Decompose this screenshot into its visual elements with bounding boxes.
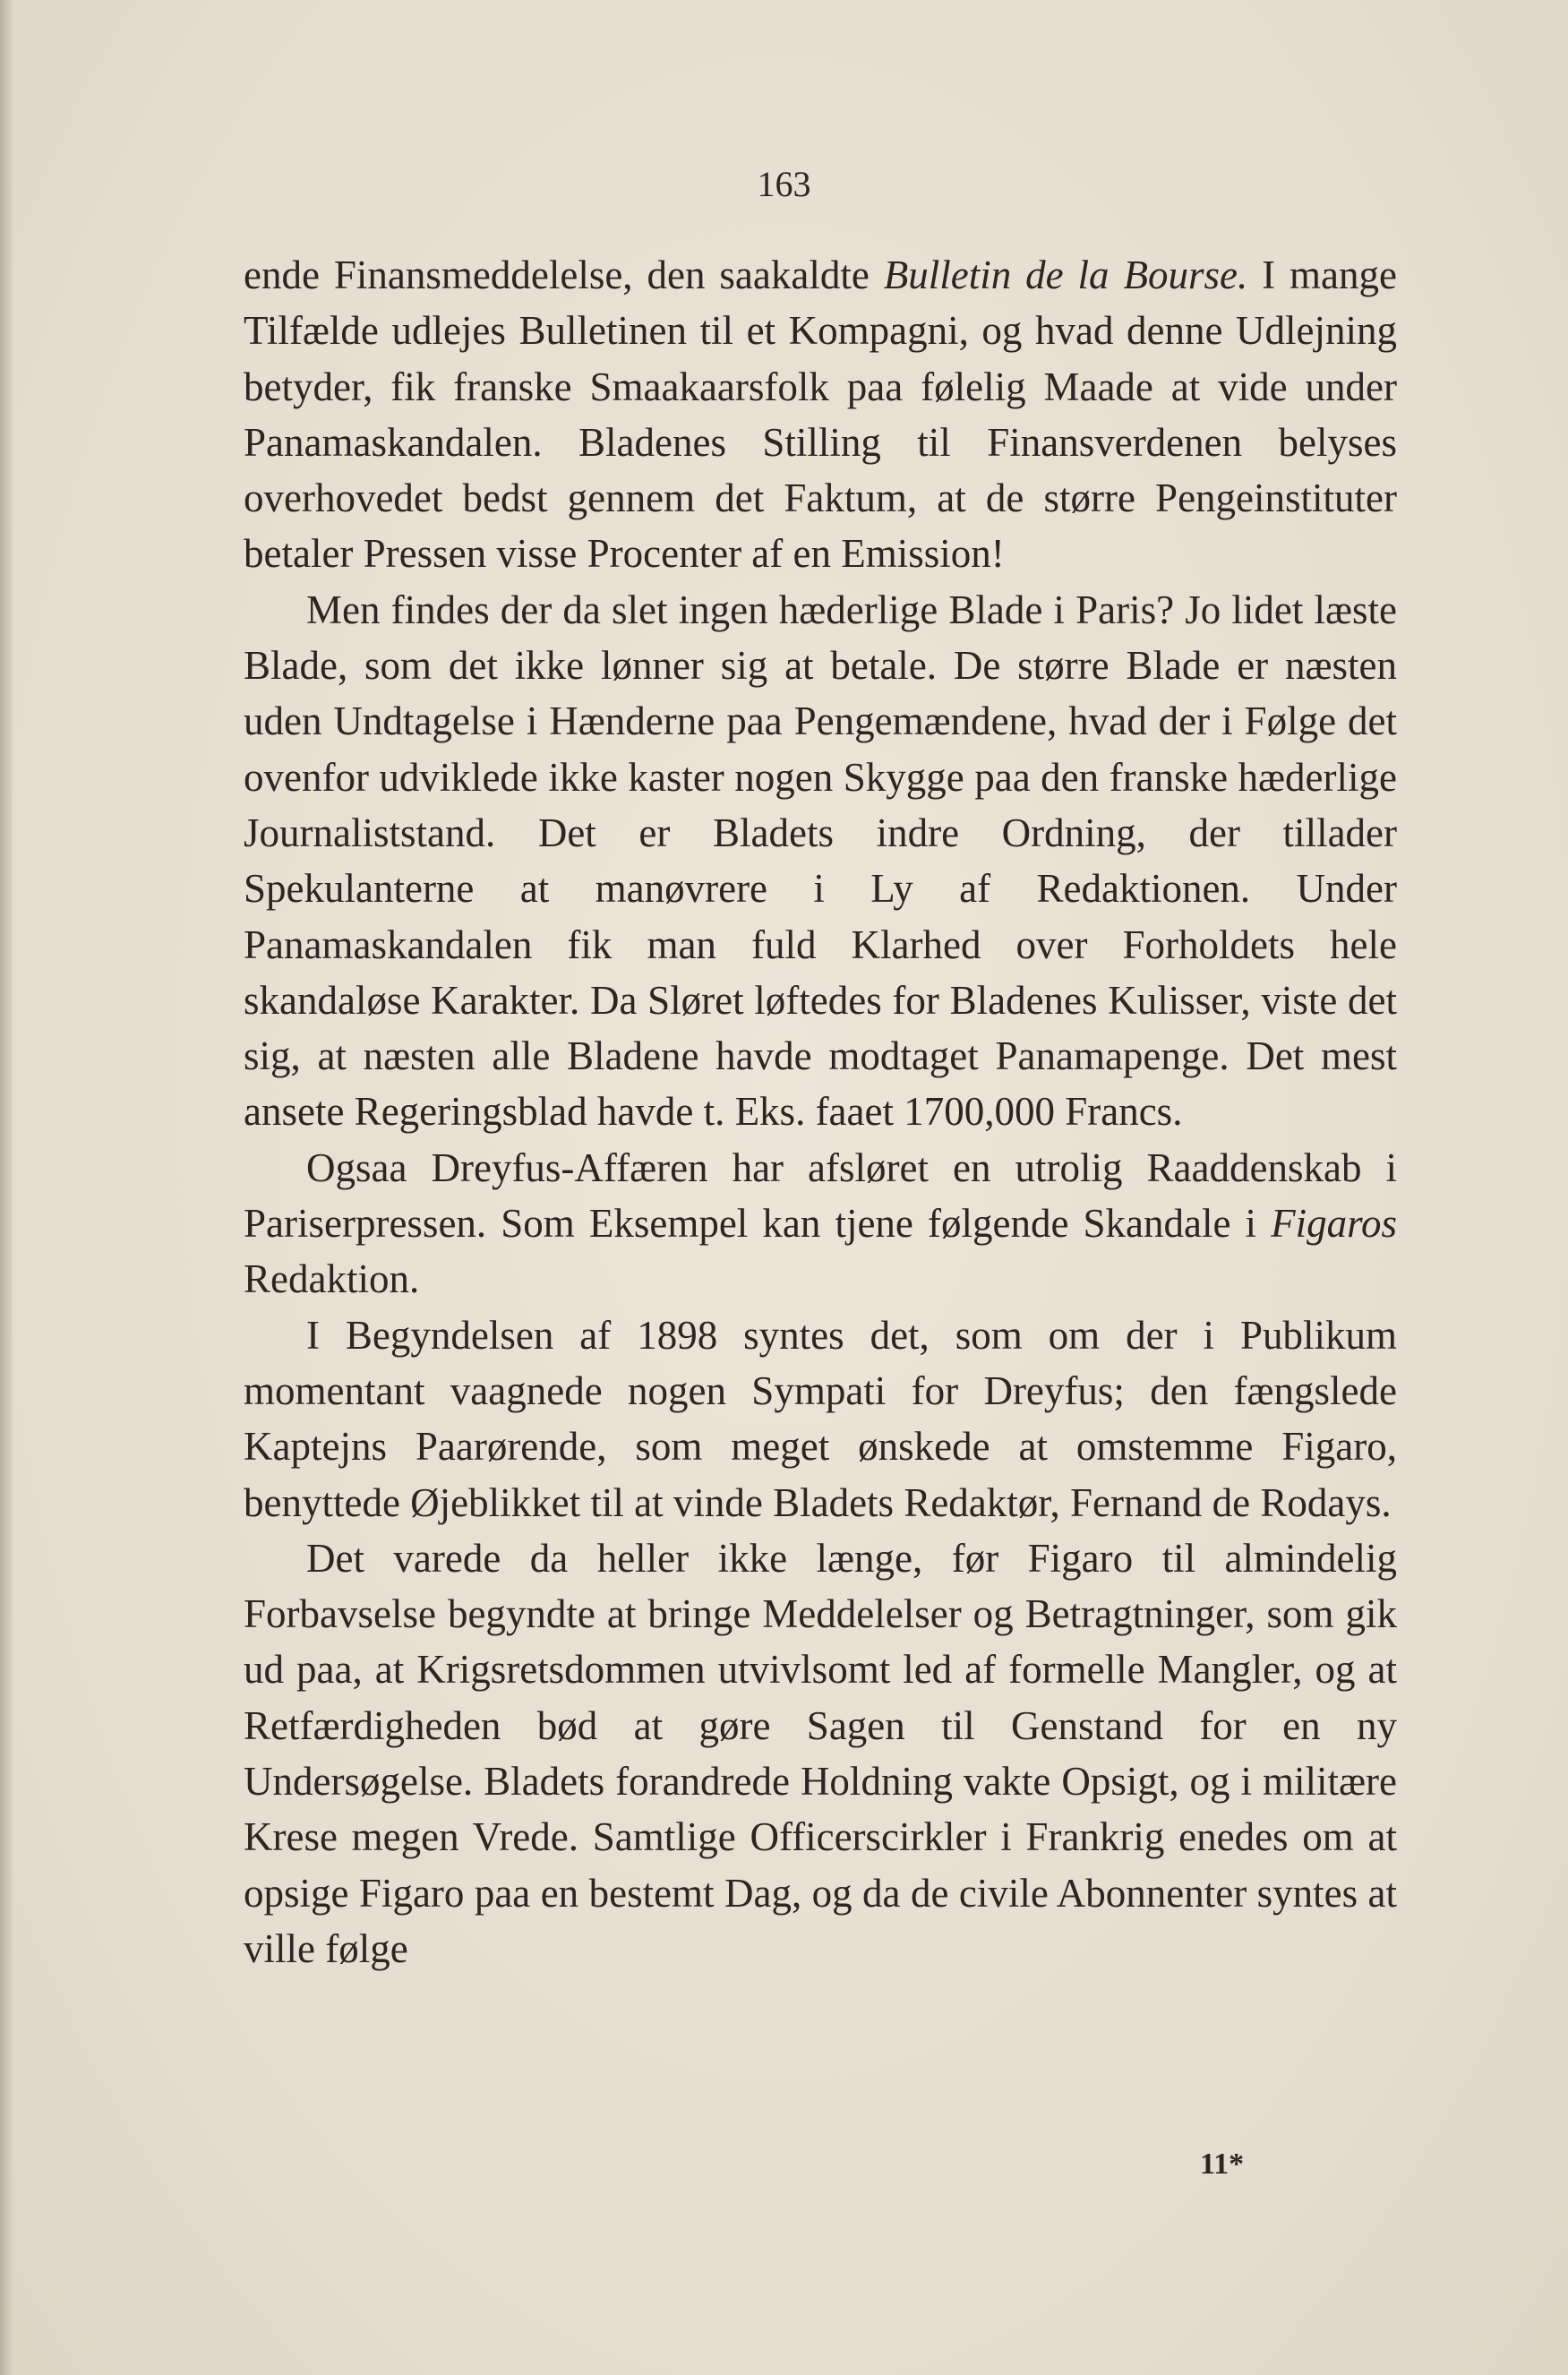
text-segment: Men findes der da slet ingen hæderlige Blade i Paris? Jo lidet læste Blade, som det ikke lønner sig at betale. De større Blade er næsten uden Undtagelse i Hænderne paa Pengemændene, hvad der i Følge det ovenfor udviklede ikke kaster nogen Skygge paa den franske hæderlige Journaliststand. Det er Bladets indre Ordning, der tillader Spekulanterne at manøvrere i Ly af Redaktionen. Under Panamaskandalen fik man fuld Klarhed over Forholdets hele skandaløse Karakter. Da Sløret løftedes for Bladenes Kulisser, viste det sig, at næsten alle Bladene havde modtaget Panamapenge. Det mest ansete Regeringsblad havde t. Eks. faaet 1700,000 Francs. <box>244 587 1397 1135</box>
paragraph <box>244 1308 1397 1530</box>
text-segment: ende Finansmeddelelse, den saakaldte <box>244 253 884 297</box>
text-segment: I mange Tilfælde udlejes Bulletinen til et Kompagni, og hvad denne Udlejning betyder, fik franske Smaakaarsfolk paa følelig Maade at vide under Panamaskandalen. Bladenes Stilling til Finansverdenen belyses overhovedet bedst gennem det Faktum, at de større Pengeinstituter betaler Pressen visse Procenter af en Emission! <box>244 253 1397 577</box>
paragraph <box>244 582 1397 1140</box>
body-text <box>244 247 1397 1976</box>
italic-title: Bulletin de la Bourse. <box>883 253 1248 297</box>
text-segment: Ogsaa Dreyfus-Affæren har afsløret en utrolig Raaddenskab i Pariserpressen. Som Eksempel kan tjene følgende Skandale i <box>244 1145 1397 1247</box>
page-edge <box>0 0 13 2375</box>
paragraph <box>244 1530 1397 1976</box>
text-segment: I Begyndelsen af 1898 syntes det, som om der i Publikum momentant vaagnede nogen Sympati for Dreyfus; den fængslede Kaptejns Paarørende, som meget ønskede at omstemme Figaro, benyttede Øjeblikket til at vinde Bladets Redaktør, Fernand de Rodays. <box>244 1312 1397 1525</box>
italic-title: Figaros <box>1271 1201 1397 1247</box>
signature-mark: 11* <box>1200 2148 1245 2181</box>
page-number: 163 <box>757 164 811 204</box>
paragraph <box>244 1140 1397 1308</box>
text-segment: Redaktion. <box>244 1256 420 1302</box>
text-segment: Det varede da heller ikke længe, før Figaro til almindelig Forbavselse begyndte at bringe Meddelelser og Betragtninger, som gik ud paa, at Krigsretsdommen utvivlsomt led af formelle Mangler, og at Retfærdigheden bød at gøre Sagen til Genstand for en ny Undersøgelse. Bladets forandrede Holdning vakte Opsigt, og i militære Krese megen Vrede. Samtlige Officerscirkler i Frankrig enedes om at opsige Figaro paa en bestemt Dag, og da de civile Abonnenter syntes at ville følge <box>244 1535 1397 1971</box>
paragraph <box>244 247 1397 582</box>
